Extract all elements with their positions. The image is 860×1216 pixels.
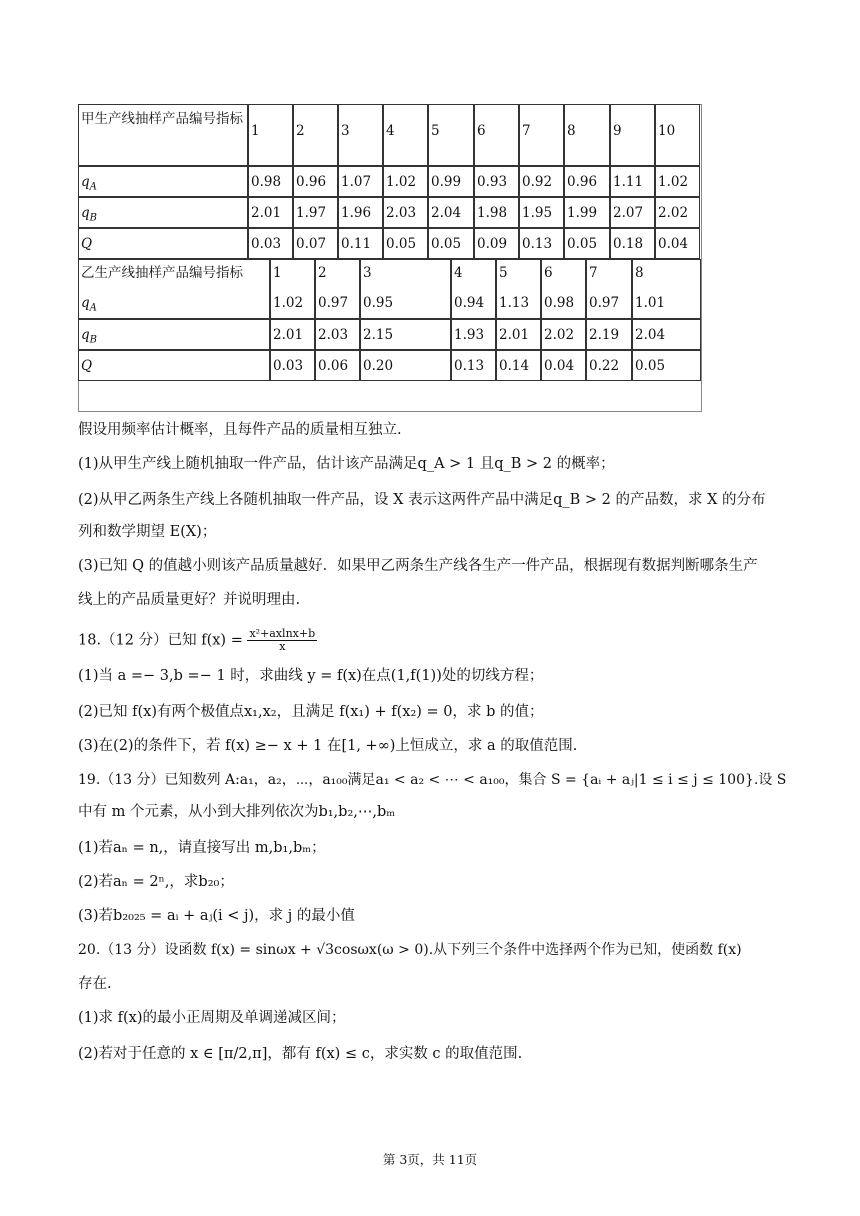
q20-part2: (2)若对于任意的 x ∈ [π/2,π]，都有 f(x) ≤ c，求实数 c 的取值范围. — [78, 1046, 523, 1062]
yi-value-cell: 0.22 — [586, 350, 632, 381]
row-label-symbol: q — [81, 205, 90, 221]
jia-value-cell: 0.13 — [519, 228, 564, 259]
yi-qa-value: 1.01 — [635, 295, 666, 311]
jia-value-cell: 0.98 — [248, 166, 293, 197]
jia-row-label-cell — [78, 228, 248, 259]
yi-id: 3 — [363, 265, 372, 281]
row-label — [81, 358, 92, 374]
jia-value-cell: 0.99 — [428, 166, 474, 197]
yi-value-cell: 1.93 — [451, 319, 496, 350]
q19-part2: (2)若aₙ = 2ⁿ,，求b₂₀； — [78, 874, 234, 890]
jia-id-cell: 8 — [564, 104, 610, 166]
yi-header-label: 乙生产线抽样产品编号指标 — [81, 265, 243, 281]
q18-head-text: 18.（12 分）已知 f(x) = — [78, 632, 248, 649]
yi-value-cell: 0.04 — [541, 350, 586, 381]
jia-value-cell: 1.98 — [474, 197, 519, 228]
yi-row-label-cell — [78, 350, 270, 381]
yi-value-cell: 0.06 — [315, 350, 360, 381]
yi-id-qa-cell — [451, 259, 496, 319]
jia-value-cell: 0.96 — [293, 166, 338, 197]
yi-value-cell: 0.20 — [360, 350, 451, 381]
q18-fraction — [247, 628, 317, 653]
row-label-subscript: A — [89, 181, 97, 193]
row-label — [81, 174, 97, 193]
yi-value-cell: 2.01 — [270, 319, 315, 350]
jia-value-cell: 0.05 — [564, 228, 610, 259]
jia-value-cell: 1.96 — [338, 197, 383, 228]
jia-value-cell: 2.01 — [248, 197, 293, 228]
row-label — [81, 295, 97, 314]
jia-value-cell: 2.07 — [610, 197, 655, 228]
jia-id-cell: 9 — [610, 104, 655, 166]
jia-value-cell: 0.03 — [248, 228, 293, 259]
q18-frac-numerator: x²+axlnx+b — [249, 627, 316, 640]
q17-part1: (1)从甲生产线上随机抽取一件产品，估计该产品满足q_A > 1 且q_B > 2 的概率； — [78, 456, 615, 472]
jia-value-cell: 0.05 — [383, 228, 428, 259]
row-label-subscript: B — [89, 212, 98, 224]
jia-value-cell: 1.07 — [338, 166, 383, 197]
yi-id-qa-cell — [360, 259, 451, 319]
yi-value-cell: 2.15 — [360, 319, 451, 350]
yi-id: 4 — [454, 265, 463, 281]
jia-row-label-cell — [78, 197, 248, 228]
jia-value-cell: 2.03 — [383, 197, 428, 228]
jia-value-cell: 0.18 — [610, 228, 655, 259]
yi-value-cell: 2.04 — [632, 319, 701, 350]
q19-part3: (3)若b₂₀₂₅ = aᵢ + aⱼ(i < j)，求 j 的最小值 — [78, 908, 355, 924]
yi-qa-value: 0.95 — [363, 295, 394, 311]
jia-value-cell: 0.96 — [564, 166, 610, 197]
yi-value-cell: 2.03 — [315, 319, 360, 350]
row-label — [81, 205, 98, 224]
yi-value-cell: 0.03 — [270, 350, 315, 381]
jia-value-cell: 0.07 — [293, 228, 338, 259]
row-label — [81, 236, 92, 252]
yi-qa-value: 0.97 — [589, 295, 620, 311]
jia-value-cell: 1.95 — [519, 197, 564, 228]
jia-id-cell: 5 — [428, 104, 474, 166]
jia-value-cell: 0.93 — [474, 166, 519, 197]
jia-id-cell: 10 — [655, 104, 700, 166]
q18-frac-denominator: x — [279, 640, 286, 653]
yi-qa-value: 0.98 — [544, 295, 575, 311]
page-footer: 第 3页，共 11页 — [382, 1152, 478, 1167]
jia-value-cell: 2.04 — [428, 197, 474, 228]
yi-id: 2 — [318, 265, 327, 281]
q17-part2-line1: (2)从甲乙两条生产线上各随机抽取一件产品，设 X 表示这两件产品中满足q_B > 2 的产品数，求 X 的分布 — [78, 492, 766, 508]
jia-row-label-cell — [78, 166, 248, 197]
q18-heading — [78, 628, 317, 653]
q17-part2-line2: 列和数学期望 E(X)； — [78, 524, 217, 540]
jia-value-cell: 1.97 — [293, 197, 338, 228]
q17-assumption: 假设用频率估计概率，且每件产品的质量相互独立. — [78, 422, 402, 438]
yi-header-label-cell — [78, 259, 270, 319]
yi-id: 8 — [635, 265, 644, 281]
row-label-subscript: B — [89, 334, 98, 346]
yi-id-qa-cell — [541, 259, 586, 319]
jia-value-cell: 1.99 — [564, 197, 610, 228]
row-label-subscript: A — [89, 302, 97, 314]
jia-value-cell: 1.02 — [383, 166, 428, 197]
q19-heading: 19.（13 分）已知数列 A:a₁，a₂，⋯，a₁₀₀满足a₁ < a₂ < ⋯ < a₁₀₀，集合 S = {aᵢ + aⱼ|1 ≤ i ≤ j ≤ 100}.设 S — [78, 772, 787, 788]
yi-row-label-cell — [78, 319, 270, 350]
jia-header-label: 甲生产线抽样产品编号指标 — [81, 111, 243, 127]
jia-value-cell: 0.05 — [428, 228, 474, 259]
yi-qa-value: 1.13 — [499, 295, 530, 311]
yi-value-cell: 2.01 — [496, 319, 541, 350]
yi-id-qa-cell — [315, 259, 360, 319]
yi-value-cell: 2.02 — [541, 319, 586, 350]
q19-heading-line2: 中有 m 个元素，从小到大排列依次为b₁,b₂,⋯,bₘ — [78, 804, 396, 820]
row-label — [81, 327, 98, 346]
q17-part3-line1: (3)已知 Q 的值越小则该产品质量越好．如果甲乙两条生产线各生产一件产品，根据现有数据判断哪条生产 — [78, 558, 758, 574]
jia-id-cell: 3 — [338, 104, 383, 166]
q19-part1: (1)若aₙ = n,，请直接写出 m,b₁,bₘ； — [78, 840, 326, 856]
row-label-symbol: q — [81, 295, 90, 311]
q18-part3: (3)在(2)的条件下，若 f(x) ≥− x + 1 在[1, +∞)上恒成立，求 a 的取值范围. — [78, 738, 578, 754]
jia-value-cell: 2.02 — [655, 197, 700, 228]
yi-qa-value: 0.94 — [454, 295, 485, 311]
jia-value-cell: 1.11 — [610, 166, 655, 197]
yi-value-cell: 0.13 — [451, 350, 496, 381]
yi-value-cell: 0.14 — [496, 350, 541, 381]
yi-id: 1 — [273, 265, 282, 281]
yi-qa-value: 0.97 — [318, 295, 349, 311]
jia-header-label-cell — [78, 104, 248, 166]
row-label-symbol: q — [81, 174, 90, 190]
yi-id-qa-cell — [270, 259, 315, 319]
jia-value-cell: 0.11 — [338, 228, 383, 259]
jia-id-cell: 2 — [293, 104, 338, 166]
jia-value-cell: 0.04 — [655, 228, 700, 259]
jia-id-cell: 6 — [474, 104, 519, 166]
q20-heading: 20.（13 分）设函数 f(x) = sinωx + √3cosωx(ω > 0).从下列三个条件中选择两个作为已知，使函数 f(x) — [78, 942, 742, 958]
yi-id: 7 — [589, 265, 598, 281]
q18-part2: (2)已知 f(x)有两个极值点x₁,x₂，且满足 f(x₁) + f(x₂) = 0，求 b 的值； — [78, 704, 544, 720]
yi-id: 5 — [499, 265, 508, 281]
q20-heading-line2: 存在. — [78, 976, 112, 992]
jia-value-cell: 0.92 — [519, 166, 564, 197]
yi-value-cell: 0.05 — [632, 350, 701, 381]
yi-id-qa-cell — [586, 259, 632, 319]
yi-value-cell: 2.19 — [586, 319, 632, 350]
jia-id-cell: 1 — [248, 104, 293, 166]
jia-id-cell: 7 — [519, 104, 564, 166]
row-label-symbol: q — [81, 327, 90, 343]
row-label-symbol: Q — [81, 358, 93, 374]
q17-part3-line2: 线上的产品质量更好？并说明理由. — [78, 592, 301, 608]
jia-value-cell: 0.09 — [474, 228, 519, 259]
row-label-symbol: Q — [81, 236, 93, 252]
yi-first-row-label — [81, 292, 269, 320]
yi-id-qa-cell — [496, 259, 541, 319]
yi-qa-value: 1.02 — [273, 295, 304, 311]
jia-id-cell: 4 — [383, 104, 428, 166]
yi-id-qa-cell — [632, 259, 701, 319]
jia-value-cell: 1.02 — [655, 166, 700, 197]
q20-part1: (1)求 f(x)的最小正周期及单调递减区间； — [78, 1010, 346, 1026]
q18-part1: (1)当 a =− 3,b =− 1 时，求曲线 y = f(x)在点(1,f(1))处的切线方程； — [78, 668, 544, 684]
yi-id: 6 — [544, 265, 553, 281]
